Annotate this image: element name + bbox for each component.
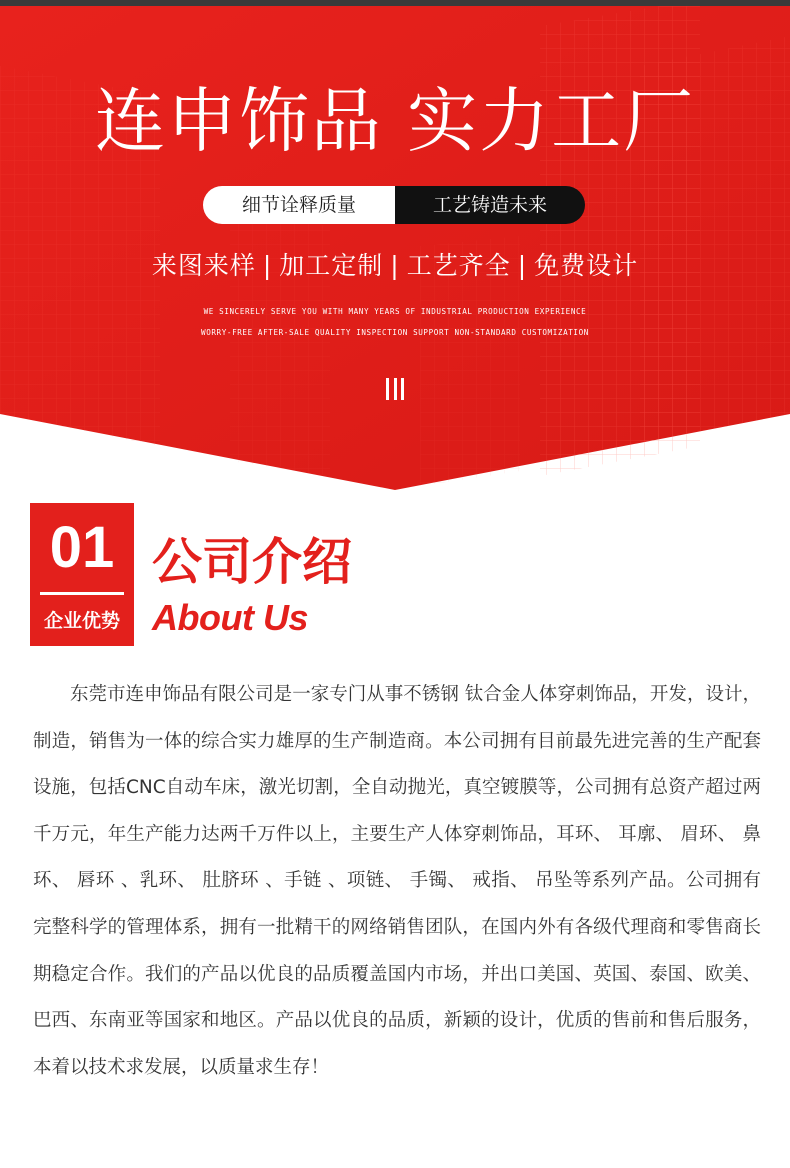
english-tagline-2: WORRY-FREE AFTER-SALE QUALITY INSPECTION SUPPORT NON-STANDARD CUSTOMIZATION: [201, 328, 589, 337]
feature-item: 免费设计: [534, 251, 639, 280]
feature-separator: |: [390, 251, 400, 280]
company-intro-paragraph: 东莞市连申饰品有限公司是一家专门从事不锈钢 钛合金人体穿刺饰品，开发，设计，制造，销售为一体的综合实力雄厚的生产制造商。本公司拥有目前最先进完善的生产配套设施，包括CNC自动车床，激光切割，全自动抛光，真空镀膜等，公司拥有总资产超过两千万元，年生产能力达两千万件以上，主要生产人体穿刺饰品，耳环、 耳廓、 眉环、 鼻环、 唇环 、乳环、 肚脐环 、手链 、项链、 手镯、 戒指、 吊坠等系列产品。公司拥有完整科学的管理体系，拥有一批精干的网络销售团队，在国内外有各级代理商和零售商长期稳定合作。我们的产品以优良的品质覆盖国内市场，并出口美国、英国、泰国、欧美、巴西、东南亚等国家和地区。产品以优良的品质，新颖的设计，优质的售前和售后服务，本着以技术求发展，以质量求生存！: [33, 684, 761, 1078]
slogan-pill: [203, 186, 585, 224]
english-tagline-1: WE SINCERELY SERVE YOU WITH MANY YEARS OF INDUSTRIAL PRODUCTION EXPERIENCE: [203, 307, 587, 316]
feature-item: 来图来样: [151, 251, 256, 280]
slogan-left: 细节诠释质量: [203, 186, 395, 224]
triple-bar-icon: [386, 378, 404, 400]
section-title: 公司介绍: [152, 533, 352, 591]
hero-banner: [0, 6, 790, 490]
slogan-right: 工艺铸造未来: [395, 186, 585, 224]
feature-list: [0, 246, 790, 286]
feature-item: 加工定制: [279, 251, 384, 280]
feature-item: 工艺齐全: [406, 251, 511, 280]
feature-separator: |: [517, 251, 528, 280]
section-number: 01: [49, 515, 115, 580]
feature-separator: |: [262, 251, 273, 280]
badge-label: 企业优势: [43, 610, 120, 632]
hero-title: 连申饰品 实力工厂: [94, 80, 696, 162]
badge-divider: [40, 592, 124, 595]
section-badge: [30, 503, 134, 646]
section-subtitle: About Us: [152, 597, 308, 638]
